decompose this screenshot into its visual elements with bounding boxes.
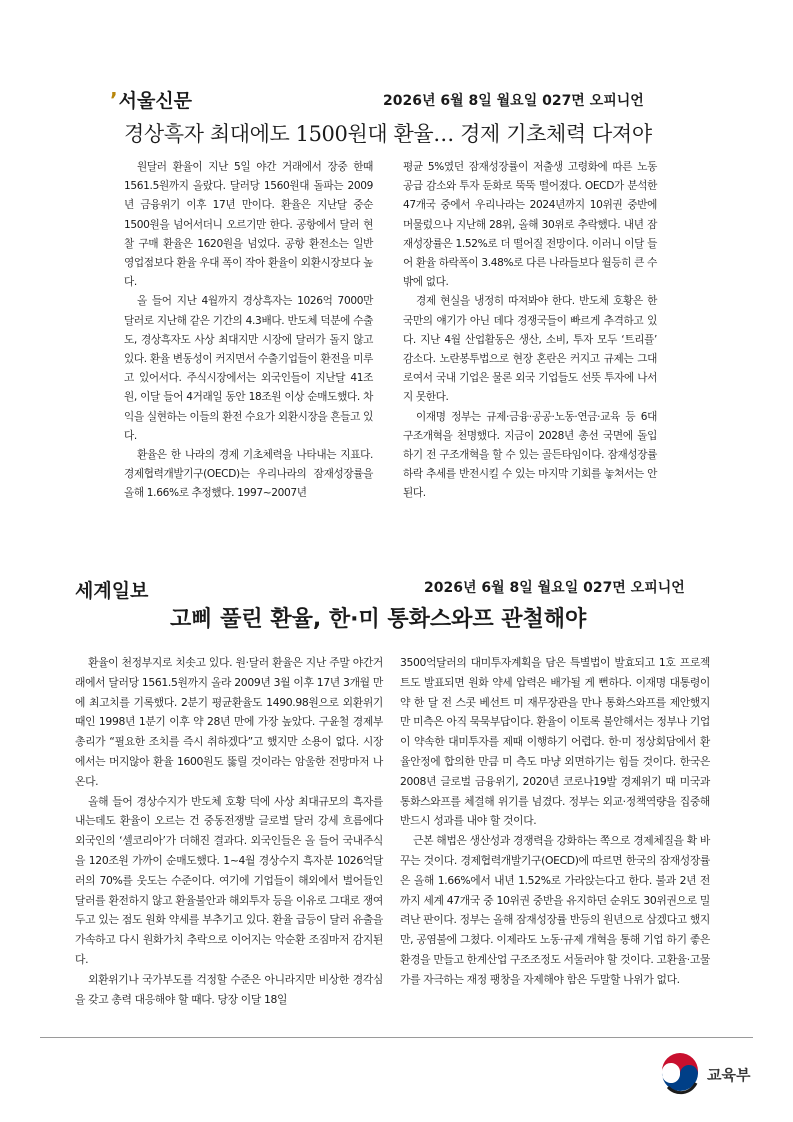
paragraph: 환율이 천정부지로 치솟고 있다. 원·달러 환율은 지난 주말 야간거래에서 달러당 1561.5원까지 올라 2009년 3월 이후 17년 3개월 만에 최고치를 기록했다. 2분기 평균환율도 1490.98원으로 외환위기 때인 1998년 1분기 이후 약 28년 만에 가장 높았다. 구윤철 경제부총리가 “필요한 조치를 즉시 취하겠다”고 했지만 소용이 없다. 시장에서는 머지않아 환율 1600원도 뚫릴 것이라는 암울한 전망마저 나온다. (75, 656, 383, 788)
paragraph: 이재명 정부는 규제·금융·공공·노동·연금·교육 등 6대 구조개혁을 천명했다. 지금이 2028년 총선 국면에 돌입하기 전 구조개혁을 할 수 있는 골든타임이다. 잠재성장률 하락 추세를 반전시킬 수 있는 마지막 기회를 놓쳐서는 안 된다. (403, 410, 657, 500)
masthead-seoul-shinmun (110, 86, 192, 113)
paragraph: 경제 현실을 냉정히 따져봐야 한다. 반도체 호황은 한국만의 얘기가 아닌 데다 경쟁국들이 빠르게 추격하고 있다. 지난 4월 산업활동은 생산, 소비, 투자 모두 ‘트리플’ 감소다. 노란봉투법으로 현장 혼란은 커지고 규제는 그대로여서 국내 기업은 물론 외국 기업들도 선뜻 투자에 나서지 못한다. (403, 295, 657, 404)
ministry-logo-text: 교육부 (707, 1066, 751, 1084)
article2-column-right (400, 653, 710, 990)
dateline: 2026년 6월 8일 월요일 027면 오피니언 (383, 93, 644, 109)
paragraph: 3500억달러의 대미투자계획을 담은 특별법이 발효되고 1호 프로젝트도 발표되면 원화 약세 압력은 배가될 게 뻔하다. 이재명 대통령이 약 한 달 전 스콧 베선트 미 재무장관을 만나 통화스와프를 제안했지만 미측은 아직 묵묵부답이다. 환율이 이토록 불안해서는 정부나 기업이 약속한 대미투자를 제때 이행하기 어렵다. 한·미 정상회담에서 환율안정에 합의한 만큼 미 측도 마냥 외면하기는 힘들 것이다. 한국은 2008년 글로벌 금융위기, 2020년 코로나19발 경제위기 때 미국과 통화스와프를 체결해 위기를 넘겼다. 정부는 외교·정책역량을 집중해 반드시 성과를 내야 할 것이다. (400, 656, 710, 828)
paragraph: 환율은 한 나라의 경제 기초체력을 나타내는 지표다. 경제협력개발기구(OECD)는 우리나라의 잠재성장률을 올해 1.66%로 추정했다. 1997~2007년 (124, 449, 373, 500)
paragraph: 올해 들어 경상수지가 반도체 호황 덕에 사상 최대규모의 흑자를 내는데도 환율이 오르는 건 중동전쟁발 글로벌 달러 강세 흐름에다 외국인의 ‘셀코리아’가 더해진 결과다. 외국인들은 올 들어 국내주식을 120조원 가까이 순매도했다. 1~4월 경상수지 흑자분 1026억달러의 70%를 웃도는 수준이다. 여기에 기업들이 해외에서 벌어들인 달러를 환전하지 않고 환율불안과 해외투자 등을 이유로 그대로 쟁여두고 있는 점도 원화 약세를 부추기고 있다. 환율 급등이 달러 유출을 가속하고 다시 원화가치 추락으로 이어지는 악순환 조짐마저 감지된다. (75, 794, 383, 966)
ministry-of-education-logo-icon (658, 1053, 702, 1097)
paragraph: 원달러 환율이 지난 5일 야간 거래에서 장중 한때 1561.5원까지 올랐다. 달러당 1560원대 돌파는 2009년 금융위기 이후 17년 만이다. 환율은 지난달 중순 1500원을 넘어서더니 오르기만 한다. 공항에서 달러 현찰 구매 환율은 1620원을 넘었다. 공항 환전소는 일반 영업점보다 환율 우대 폭이 작아 환율이 외환시장보다 높다. (124, 161, 373, 289)
article1-column-right (403, 158, 657, 504)
paragraph: 근본 해법은 생산성과 경쟁력을 강화하는 쪽으로 경제체질을 확 바꾸는 것이다. 경제협력개발기구(OECD)에 따르면 한국의 잠재성장률은 올해 1.66%에서 내년 1.52%로 가라앉는다고 한다. 불과 2년 전까지 세계 47개국 중 10위권 중반을 유지하던 순위도 30위권으로 밀려난 판이다. 정부는 올해 잠재성장률 반등의 원년으로 삼겠다고 했지만, 공염불에 그쳤다. 이제라도 노동·규제 개혁을 통해 기업 하기 좋은 환경을 만들고 한계산업 구조조정도 서둘러야 할 것이다. 고환율·고물가를 자극하는 재정 팽창을 자제해야 함은 두말할 나위가 없다. (400, 834, 710, 986)
footer-divider (40, 1037, 753, 1038)
paragraph: 외환위기나 국가부도를 걱정할 수준은 아니라지만 비상한 경각심을 갖고 총력 대응해야 할 때다. 당장 이달 18일 (75, 972, 383, 1006)
dateline: 2026년 6월 8일 월요일 027면 오피니언 (424, 580, 685, 596)
article1-column-left (124, 158, 373, 504)
headline: 고삐 풀린 환율, 한·미 통화스와프 관철해야 (170, 607, 587, 632)
paragraph: 올 들어 지난 4월까지 경상흑자는 1026억 7000만 달러로 지난해 같은 기간의 4.3배다. 반도체 덕분에 수출도, 경상흑자도 사상 최대지만 시장에 달러가 돌지 않고 있다. 환율 변동성이 커지면서 수출기업들이 환전을 미루고 있어서다. 주식시장에서는 외국인들이 지난달 41조원, 이달 들어 4거래일 동안 18조원 이상 순매도했다. 차익을 실현하는 이들의 환전 수요가 외환시장을 흔들고 있다. (124, 295, 373, 442)
masthead-mark: ’ (110, 88, 118, 112)
masthead-name: 서울신문 (118, 90, 193, 112)
masthead-segye-ilbo: 세계일보 (75, 580, 149, 602)
paragraph: 평균 5%였던 잠재성장률이 저출생 고령화에 따른 노동 공급 감소와 투자 둔화로 뚝뚝 떨어졌다. OECD가 분석한 47개국 중에서 우리나라는 2024년까지 10위권 중반에 머물렀으나 지난해 28위, 올해 30위로 추락했다. 내년 잠재성장률은 1.52%로 더 떨어질 전망이다. 이러니 이달 들어 환율 하락폭이 3.48%로 다른 나라들보다 월등히 큰 수밖에 없다. (403, 161, 657, 289)
article2-column-left (75, 653, 383, 1009)
headline: 경상흑자 최대에도 1500원대 환율… 경제 기초체력 다져야 (124, 122, 652, 146)
